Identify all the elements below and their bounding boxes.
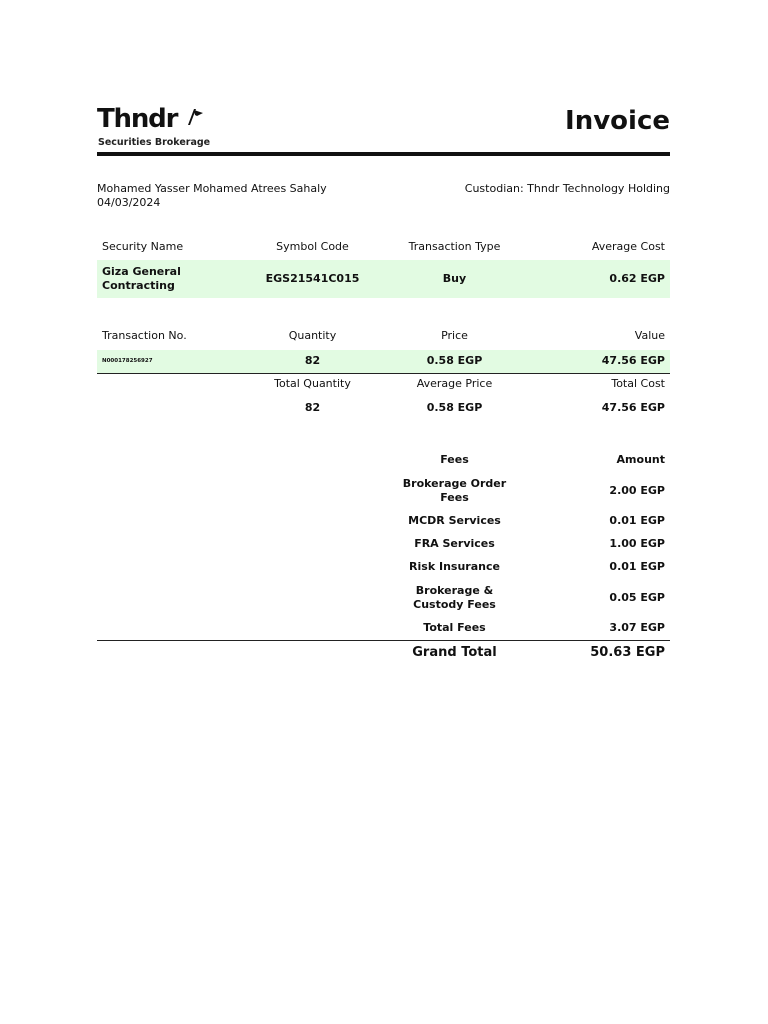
fee-name: Brokerage Order Fees bbox=[402, 477, 507, 504]
total-cost: 47.56 EGP bbox=[601, 401, 665, 414]
header-average-cost: Average Cost bbox=[591, 240, 665, 253]
fees-header bbox=[97, 453, 670, 469]
transaction-table-header bbox=[97, 329, 670, 347]
grand-total-amount: 50.63 EGP bbox=[590, 645, 665, 660]
transaction-divider bbox=[97, 373, 670, 374]
custodian-label: Custodian: Thndr Technology Holding bbox=[464, 182, 670, 195]
total-quantity: 82 bbox=[304, 401, 321, 414]
total-fees-amount: 3.07 EGP bbox=[609, 621, 665, 634]
transaction-number: N000178256927 bbox=[102, 358, 153, 364]
symbol-code: EGS21541C015 bbox=[265, 272, 360, 285]
customer-name: Mohamed Yasser Mohamed Atrees Sahaly bbox=[97, 182, 327, 195]
header-transaction-type: Transaction Type bbox=[408, 240, 501, 253]
fee-name: MCDR Services bbox=[408, 514, 501, 527]
invoice-header bbox=[97, 100, 670, 156]
header-symbol-code: Symbol Code bbox=[276, 240, 349, 253]
total-fees-row bbox=[97, 621, 670, 637]
page-title: Invoice bbox=[565, 106, 670, 136]
grand-total-row bbox=[97, 645, 670, 663]
transaction-type: Buy bbox=[442, 272, 467, 285]
fee-row bbox=[97, 584, 670, 612]
total-fees-label: Total Fees bbox=[423, 621, 486, 634]
header-quantity: Quantity bbox=[288, 329, 337, 342]
quantity: 82 bbox=[304, 354, 321, 367]
header-amount: Amount bbox=[616, 453, 665, 466]
header-fees: Fees bbox=[440, 453, 469, 466]
header-security-name: Security Name bbox=[102, 240, 184, 253]
header-price: Price bbox=[441, 329, 468, 342]
fee-name: FRA Services bbox=[414, 537, 495, 550]
grand-total-label: Grand Total bbox=[412, 645, 497, 660]
price: 0.58 EGP bbox=[426, 354, 483, 367]
header-divider bbox=[97, 152, 670, 156]
grand-total-divider bbox=[97, 640, 670, 641]
header-total-cost: Total Cost bbox=[611, 377, 665, 390]
fee-row bbox=[97, 560, 670, 576]
header-transaction-no: Transaction No. bbox=[102, 329, 187, 342]
invoice-date: 04/03/2024 bbox=[97, 196, 161, 209]
fee-amount: 0.01 EGP bbox=[609, 514, 665, 527]
average-price: 0.58 EGP bbox=[426, 401, 483, 414]
fee-amount: 1.00 EGP bbox=[609, 537, 665, 550]
fee-row bbox=[97, 514, 670, 530]
security-table-header bbox=[97, 240, 670, 258]
value: 47.56 EGP bbox=[601, 354, 665, 367]
header-total-quantity: Total Quantity bbox=[274, 377, 351, 390]
fee-name: Risk Insurance bbox=[409, 560, 500, 573]
totals-row bbox=[97, 401, 670, 419]
average-cost: 0.62 EGP bbox=[609, 272, 665, 285]
logo-flag-icon bbox=[185, 109, 203, 125]
security-name: Giza General Contracting bbox=[102, 265, 181, 292]
logo-wordmark: Thndr bbox=[97, 104, 178, 134]
fee-row bbox=[97, 477, 670, 505]
header-average-price: Average Price bbox=[416, 377, 493, 390]
totals-header bbox=[97, 377, 670, 395]
logo-subtitle: Securities Brokerage bbox=[98, 137, 211, 148]
fee-amount: 0.05 EGP bbox=[609, 591, 665, 604]
fee-row bbox=[97, 537, 670, 553]
fee-name: Brokerage & Custody Fees bbox=[413, 584, 496, 611]
header-value: Value bbox=[634, 329, 665, 342]
security-table-row bbox=[97, 260, 670, 298]
transaction-table-row bbox=[97, 350, 670, 373]
thndr-logo bbox=[97, 104, 211, 150]
fee-amount: 0.01 EGP bbox=[609, 560, 665, 573]
fee-amount: 2.00 EGP bbox=[609, 484, 665, 497]
